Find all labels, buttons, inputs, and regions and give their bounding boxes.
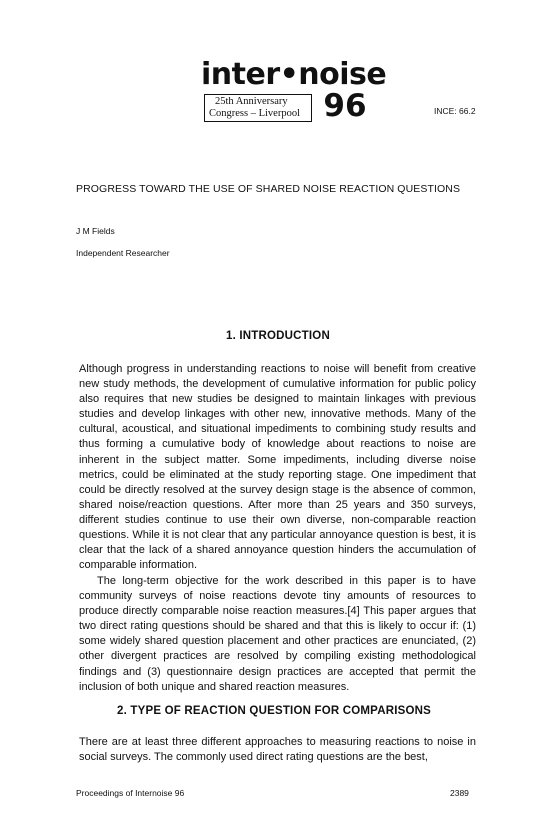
logo-box-line1: 25th Anniversary [215, 96, 288, 107]
conference-logo [201, 57, 387, 124]
logo-year: 96 [323, 88, 367, 124]
section-heading-question-type: 2. TYPE OF REACTION QUESTION FOR COMPARISONS [117, 705, 431, 717]
paragraph: The long-term objective for the work described in this paper is to have community surveys of noise reactions devote tiny amounts of resources to produce directly comparable noise reaction measures.[4] This paper argues that two direct rating questions should be shared and that this is likely to occur if: (1) some widely shared question placement and other practices are enunciated, (2) other divergent practices are resolved by compiling existing methodological findings and (3) questionnaire design practices are accepted that permit the inclusion of both unique and shared reaction measures. [79, 575, 476, 693]
page-number: 2389 [450, 788, 469, 798]
paragraph: Although progress in understanding reactions to noise will benefit from creative new study methods, the development of cumulative information for public policy also requires that new studies be designed to maintain linkages with previous studies and develop linkages with other new, innovative methods. Many of the cultural, acoustical, and situational impediments to combining study results and thus forming a cumulative body of knowledge about reactions to noise are inherent in the subject matter. Some impediments, including diverse noise metrics, could be eliminated at the study reporting stage. One impediment that could be directly resolved at the survey design stage is the absence of common, shared noise/reaction questions. After more than 25 years and 350 surveys, different studies continue to use their own diverse, non-comparable reaction questions. While it is not clear that any particular annoyance question is best, it is clear that the lack of a shared annoyance question hinders the accumulation of comparable information. [79, 363, 476, 572]
footer-proceedings: Proceedings of Internoise 96 [76, 788, 185, 798]
section-heading-introduction: 1. INTRODUCTION [226, 330, 330, 342]
paragraph: There are at least three different approaches to measuring reactions to noise in social surveys. The commonly used direct rating questions are the best, [79, 736, 476, 764]
paper-title: PROGRESS TOWARD THE USE OF SHARED NOISE REACTION QUESTIONS [76, 183, 461, 195]
author-affiliation: Independent Researcher [76, 248, 170, 258]
paper-code: INCE: 66.2 [434, 106, 476, 116]
author-name: J M Fields [76, 226, 115, 236]
logo-wordmark: inter•noise [201, 57, 387, 92]
logo-box-line2: Congress – Liverpool [209, 108, 300, 119]
logo-anniversary-box [204, 94, 312, 122]
